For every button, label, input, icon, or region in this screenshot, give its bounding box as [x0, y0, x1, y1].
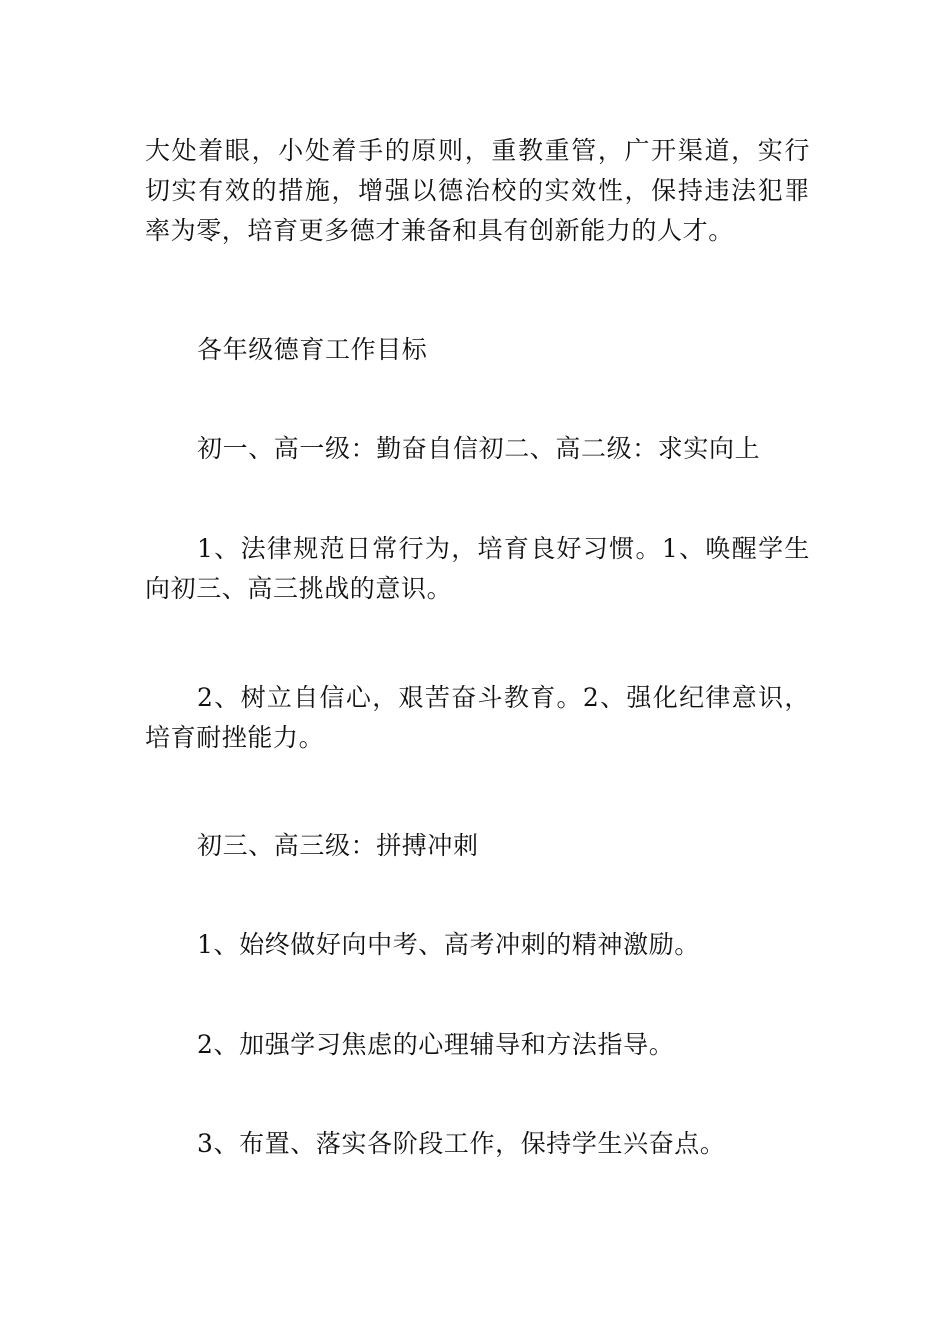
- list-item-grade3-1: 1、始终做好向中考、高考冲刺的精神激励。: [197, 930, 700, 959]
- list-item-2: 2、树立自信心，艰苦奋斗教育。2、强化纪律意识，培育耐挫能力。: [145, 683, 810, 752]
- list-item-grade3-2: 2、加强学习焦虑的心理辅导和方法指导。: [197, 1030, 675, 1059]
- paragraph-principles: 大处着眼，小处着手的原则，重教重管，广开渠道，实行切实有效的措施，增强以德治校的实效性，保持违法犯罪率为零，培育更多德才兼备和具有创新能力的人才。: [145, 136, 810, 245]
- list-item-1: 1、法律规范日常行为，培育良好习惯。1、唤醒学生向初三、高三挑战的意识。: [145, 534, 810, 603]
- grade-goals-junior-1-2: 初一、高一级：勤奋自信初二、高二级：求实向上: [197, 434, 761, 463]
- grade-goals-grade-3: 初三、高三级：拼搏冲刺: [197, 831, 479, 860]
- list-item-grade3-3: 3、布置、落实各阶段工作，保持学生兴奋点。: [197, 1129, 726, 1158]
- section-heading-grade-goals: 各年级德育工作目标: [197, 335, 428, 364]
